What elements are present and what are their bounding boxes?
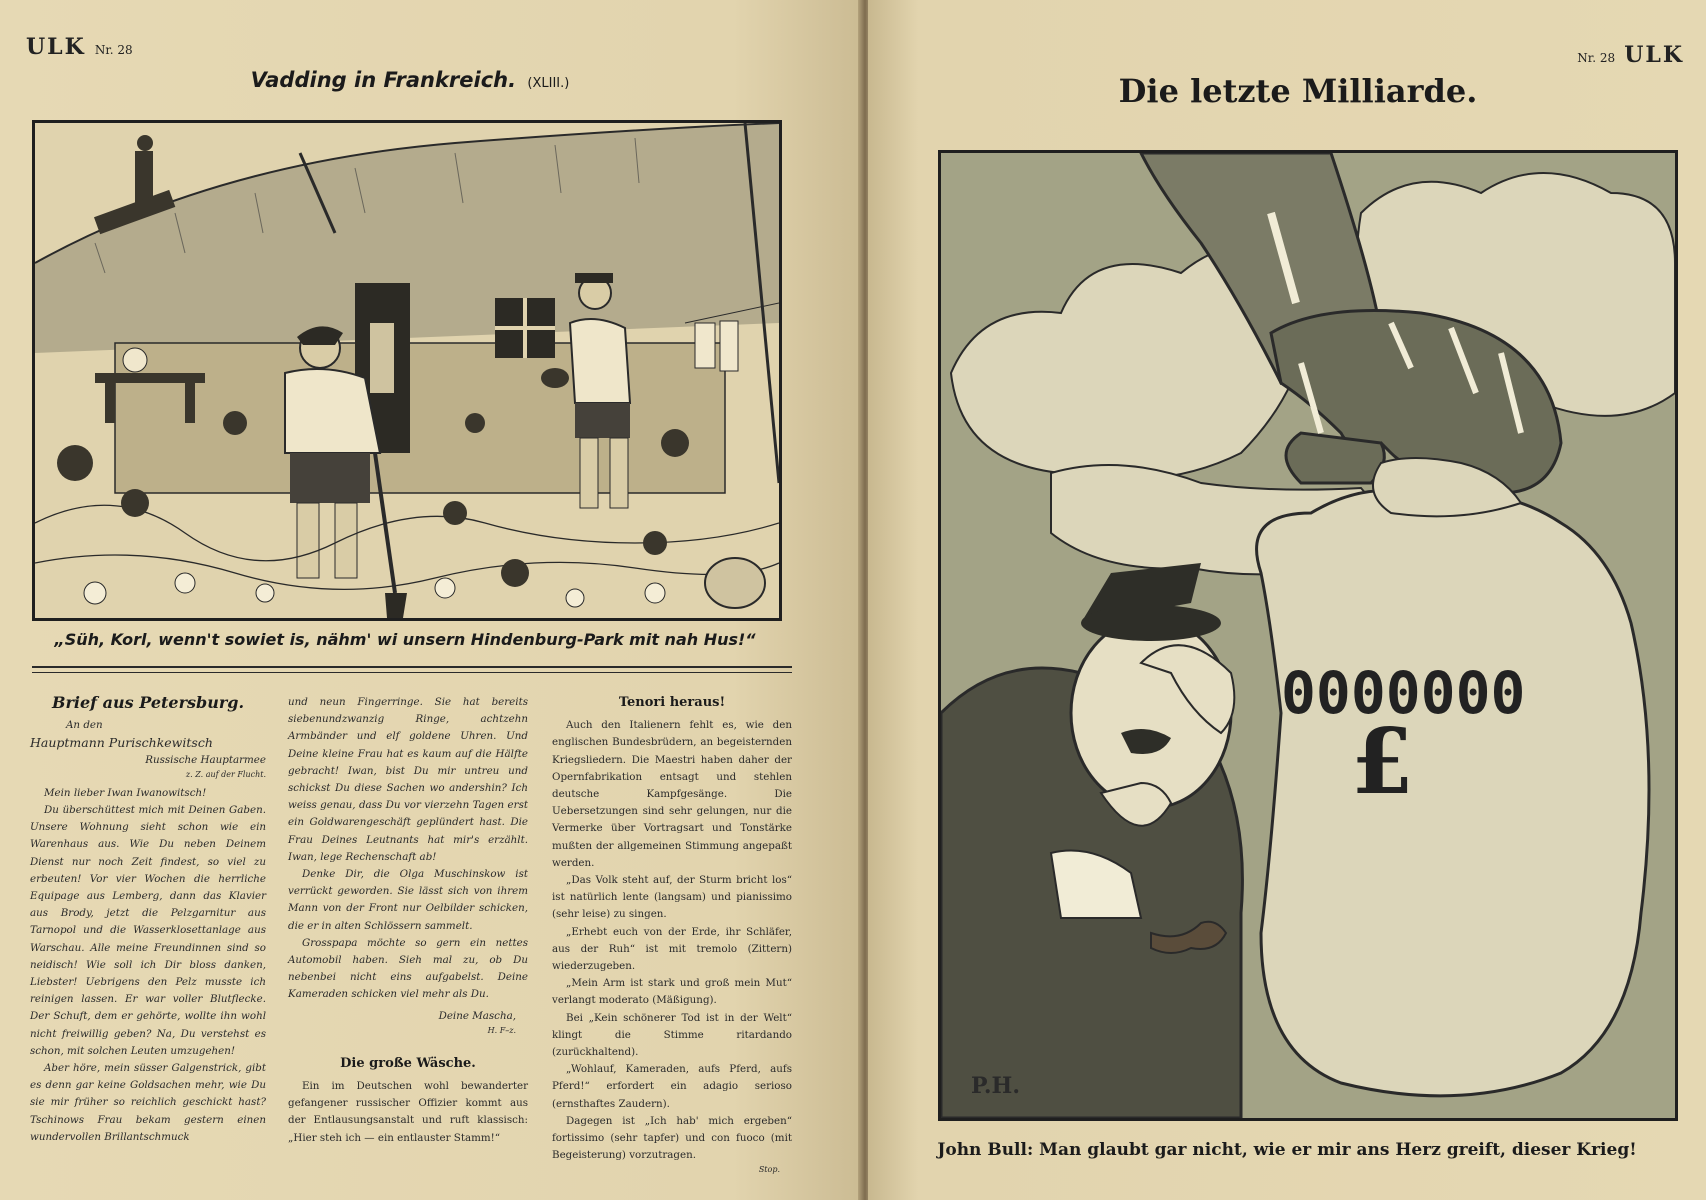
paragraph: Grosspapa möchte so gern ein nettes Automobil haben. Sieh mal zu, ob Du nebenbei nicht eins aufgabelst. Deine Kameraden schicken viel mehr als Du. <box>288 936 528 1001</box>
pound-sign: £ <box>1351 709 1414 815</box>
section-divider <box>32 666 792 673</box>
author-initials: H. F–z. <box>487 1025 516 1035</box>
john-bull-cartoon <box>938 150 1678 1121</box>
garden-illustration <box>35 123 779 618</box>
address-line: An den <box>66 719 103 732</box>
paragraph: Du überschüttest mich mit Deinen Gaben. Unsere Wohnung sieht schon wie ein Warenhaus aus. Wie Du neben Deinem Dienst nur noch Zeit findest, so viel zu erbeuten! Vor vier Wochen die herrliche Equipage aus Lemberg, dann das Klavier aus Brody, jetzt die Pelzgarnitur aus Tarnopol und die Wasserklosettanlage aus Warschau. Alle meine Freundinnen sind so neidisch! Wie soll ich Dir bloss danken, Liebster! Uebrigens den Pelz musste ich reinigen lassen. Er war voller Blutflecke. Der Schuft, dem er gehörte, wollte ihn wohl nicht freiwillig geben? Na, Du verstehst es schon, mit solchen Leuten umzugehen! <box>30 804 266 1057</box>
address-line: Russische Hauptarmee <box>145 753 266 766</box>
paragraph: Auch den Italienern fehlt es, wie den englischen Bundesbrüdern, an begeisternden Kriegsliedern. Die Maestri haben daher der Opernfabrikation entsagt und stehlen deutsche Kampfgesänge. Die Uebersetzungen sind sehr gelungen, nur die Vermerke über Vortragsart und Tonstärke mußten der allgemeinen Stimmung angepaßt werden. <box>552 719 792 869</box>
cartoon-title <box>150 68 670 92</box>
cartoon-title-number: (XLIII.) <box>527 76 570 91</box>
article-title: Tenori heraus! <box>618 695 726 710</box>
address-line: Hauptmann Purischkewitsch <box>30 735 213 751</box>
magazine-name: ULK <box>1624 42 1684 68</box>
cartoon-caption: „Süh, Korl, wenn't sowiet is, nähm' wi unsern Hindenburg-Park mit nah Hus!“ <box>54 630 756 649</box>
signature: Deine Mascha, <box>438 1009 516 1022</box>
address-line: z. Z. auf der Flucht. <box>185 769 266 779</box>
paragraph: „Mein Arm ist stark und groß mein Mut“ verlangt moderato (Mäßigung). <box>552 977 792 1007</box>
magazine-name: ULK <box>26 34 86 60</box>
cartoon-title-text: Vadding in Frankreich. <box>250 68 517 92</box>
artist-signature: P.H. <box>971 1073 1021 1099</box>
right-page <box>868 0 1706 1200</box>
salutation: Mein lieber Iwan Iwanowitsch! <box>44 786 207 799</box>
article-tenori-column <box>552 694 792 1176</box>
paragraph: Denke Dir, die Olga Muschinskow ist verrückt geworden. Sie lässt sich von ihrem Mann von der Front nur Oelbilder schicken, die er in alten Schlössern sammelt. <box>288 868 528 932</box>
article-brief-column-1 <box>30 694 266 1146</box>
article-title: Brief aus Petersburg. <box>51 693 245 712</box>
john-bull-illustration <box>941 153 1675 1118</box>
paragraph: „Das Volk steht auf, der Sturm bricht los“ ist natürlich lente (langsam) und pianissimo (sehr leise) zu singen. <box>552 874 792 921</box>
article-brief-column-2 <box>288 694 528 1147</box>
paragraph: und neun Fingerringe. Sie hat bereits siebenundzwanzig Ringe, achtzehn Armbänder und elf goldene Uhren. Und Deine kleine Frau hat es kaum auf die Hälfte gebracht! Iwan, bist Du mir untreu und schickst Du diese Sachen wo andershin? Ich weiss genau, dass Du vor vierzehn Tagen erst ein Goldwarengeschäft geplündert hast. Die Frau Deines Leutnants hat mir's erzählt. Iwan, lege Rechenschaft ab! <box>288 696 528 863</box>
paragraph: „Erhebt euch von der Erde, ihr Schläfer, aus der Ruh“ ist mit tremolo (Zittern) wiederzugeben. <box>552 925 792 973</box>
paragraph: Dagegen ist „Ich hab' mich ergeben“ fortissimo (sehr tapfer) und con fuoco (mit Begeisterung) vorzutragen. <box>552 1114 792 1162</box>
paragraph: „Wohlauf, Kameraden, aufs Pferd, aufs Pferd!“ erfordert ein adagio serioso (ernsthaftes Zaudern). <box>552 1063 792 1110</box>
page-header-right <box>1577 42 1684 68</box>
cartoon-caption: John Bull: Man glaubt gar nicht, wie er mir ans Herz greift, dieser Krieg! <box>937 1140 1637 1160</box>
author-initials: Stop. <box>758 1165 780 1175</box>
issue-number: Nr. 28 <box>94 43 133 57</box>
paragraph: Ein im Deutschen wohl bewanderter gefangener russischer Offizier kommt aus der Entlausungsanstalt und ruft klassisch: „Hier steh ich — ein entlauster Stamm!“ <box>288 1080 528 1144</box>
article-title: Die große Wäsche. <box>340 1055 476 1071</box>
issue-number: Nr. 28 <box>1577 51 1616 65</box>
paragraph: Bei „Kein schönerer Tod ist in der Welt“ klingt die Stimme ritardando (zurückhaltend). <box>552 1011 792 1059</box>
paragraph: Aber höre, mein süsser Galgenstrick, gibt es denn gar keine Goldsachen mehr, wie Du sie mir früher so reichlich geschickt hast? Tschinows Frau bekam gestern einen wundervollen Brillantschmuck <box>30 1062 266 1143</box>
page-header-left <box>26 34 133 60</box>
bag-number: 0000000 <box>1281 659 1526 727</box>
garden-cartoon <box>32 120 782 621</box>
cartoon-title: Die letzte Milliarde. <box>1118 72 1478 110</box>
